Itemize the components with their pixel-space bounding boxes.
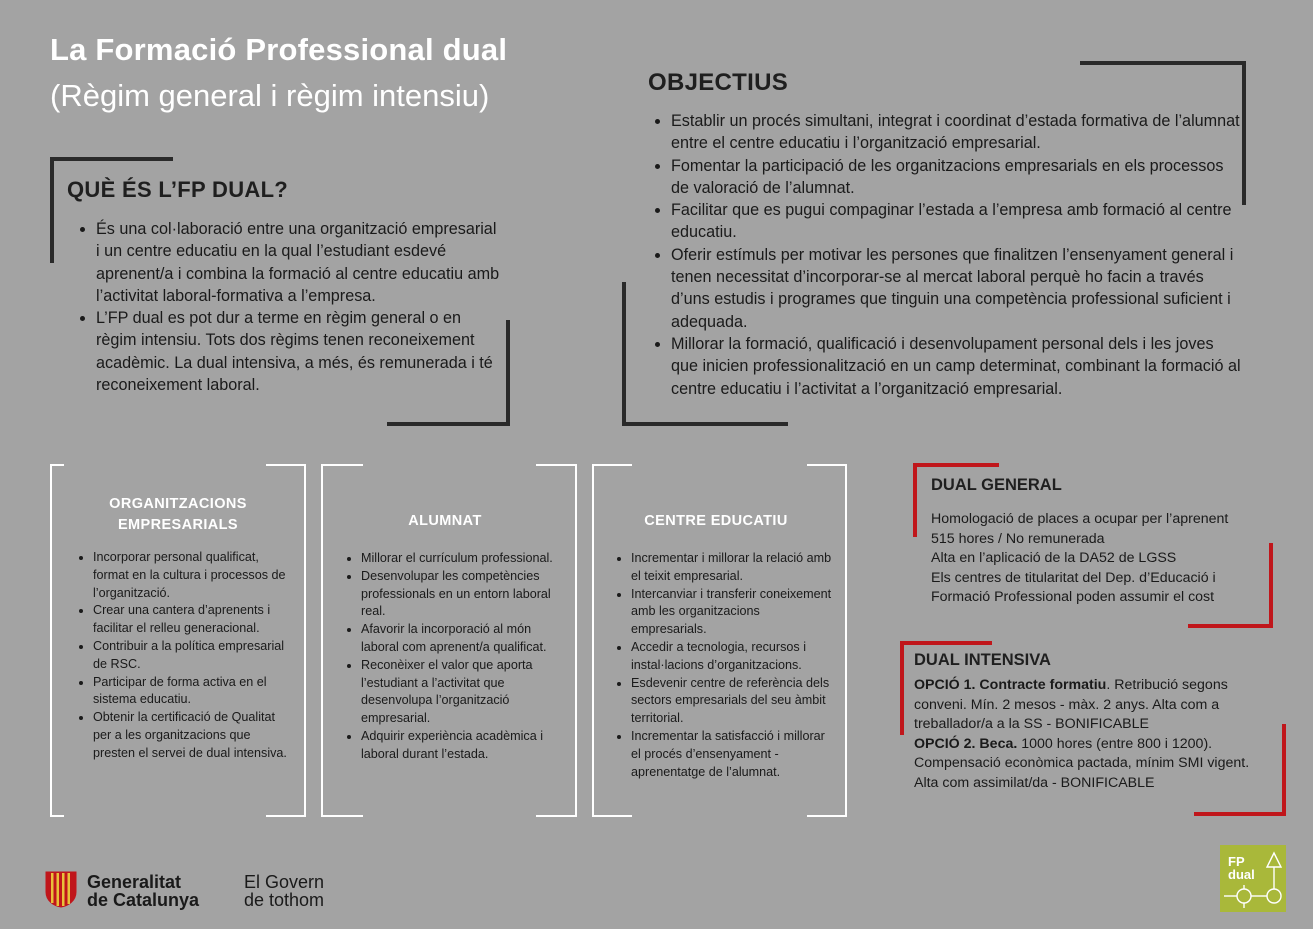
que-es-item: • És una col·laboració entre una organització empresarial i un centre educatiu en la qual l’estudiant esdevé aprenent/a i combina la formació al centre educatiu amb l’activitat laboral-formativa a l’empresa. — [96, 218, 500, 307]
govern-wordmark — [244, 873, 324, 909]
card2-bracket — [321, 464, 363, 466]
que-frame-right — [506, 320, 510, 426]
card3-bracket — [592, 464, 632, 466]
que-frame-bottom — [387, 422, 510, 426]
obj-frame-bottom — [622, 422, 788, 426]
card2-bracket — [575, 464, 577, 817]
card-alumnat-title: ALUMNAT — [408, 513, 482, 529]
card2-bracket — [321, 464, 323, 817]
dual-general-title: DUAL GENERAL — [931, 476, 1062, 494]
card1-bracket — [50, 464, 52, 817]
dual-intensiva-title: DUAL INTENSIVA — [914, 651, 1051, 669]
dual-general-text — [931, 510, 1228, 608]
card-alumnat-list — [341, 550, 563, 764]
dual-general-frame-bottom — [1188, 624, 1273, 628]
dual-intensiva-text — [914, 676, 1274, 793]
card3-bracket — [592, 815, 632, 817]
card3-bracket — [845, 464, 847, 817]
dual-general-line: 515 hores / No remunerada — [931, 530, 1105, 547]
card3-bracket — [807, 815, 847, 817]
objectius-list — [645, 110, 1245, 400]
card-list-item: • Crear una cantera d’aprenents i facilitar el relleu generacional. — [93, 602, 288, 638]
objectius-item: • Facilitar que es pugui compaginar l’estada a l’empresa amb formació al centre educatiu. — [671, 199, 1245, 244]
govern-line: El Govern — [244, 872, 325, 892]
fp-dual-emblem-icon — [1220, 845, 1286, 912]
card-list-item: • Reconèixer el valor que aporta l’estudiant a l’activitat que desenvolupa l’organització empresarial. — [361, 657, 563, 728]
option1-label: OPCIÓ 1. Contracte formatiu — [914, 677, 1107, 693]
gencat-wordmark — [87, 873, 199, 909]
page-subtitle: (Règim general i règim intensiu) — [50, 78, 490, 113]
gencat-line: Generalitat — [87, 872, 182, 892]
card-list-item: • Incrementar i millorar la relació amb el teixit empresarial. — [631, 550, 836, 586]
card3-bracket — [592, 464, 594, 817]
dual-intensiva-frame-bottom — [1194, 812, 1286, 816]
fp-logo-line: FP — [1228, 854, 1245, 869]
card-list-item: • Afavorir la incorporació al món laboral com aprenent/a qualificat. — [361, 621, 563, 657]
objectius-item: • Millorar la formació, qualificació i desenvolupament personal dels i les joves que inicien professionalització en un camp determinat, combinant la formació al centre educatiu i l’activitat a l’organització empresarial. — [671, 333, 1245, 400]
card-list-item: • Accedir a tecnologia, recursos i instal·lacions d’organitzacions. — [631, 639, 836, 675]
dual-general-line: Homologació de places a ocupar per l’aprenent — [931, 511, 1229, 527]
option2-label: OPCIÓ 2. Beca. — [914, 735, 1018, 752]
card-centre-title: CENTRE EDUCATIU — [644, 513, 788, 529]
govern-line: de tothom — [244, 890, 325, 910]
card-list-item: • Incorporar personal qualificat, format en la cultura i processos de l’organització. — [93, 549, 288, 602]
card-centre-list — [611, 550, 836, 781]
objectius-item: • Oferir estímuls per motivar les persones que finalitzen l’ensenyament general i tenen necessitat d’incorporar-se al mercat laboral perquè ho facin a través d’uns estudis i programes que tinguin una competència professional suficient i adequada. — [671, 244, 1245, 333]
que-es-title: QUÈ ÉS L’FP DUAL? — [67, 177, 289, 202]
que-es-list — [70, 218, 500, 396]
card-list-item: • Obtenir la certificació de Qualitat per a les organitzacions que presten el servei de dual intensiva. — [93, 709, 288, 762]
card-list-item: • Incrementar la satisfacció i millorar el procés d’ensenyament - aprenentatge de l’alumnat. — [631, 728, 836, 781]
card3-bracket — [807, 464, 847, 466]
page-title: La Formació Professional dual — [50, 32, 508, 67]
card2-bracket — [536, 464, 577, 466]
dual-general-frame-left — [913, 463, 917, 537]
card-list-item: • Esdevenir centre de referència dels sectors empresarials del seu àmbit territorial. — [631, 675, 836, 728]
card1-bracket — [50, 815, 64, 817]
card-list-item: • Intercanviar i transferir coneixement amb les organitzacions empresarials. — [631, 586, 836, 639]
objectius-item: • Establir un procés simultani, integrat i coordinat d’estada formativa de l’alumnat entre el centre educatiu i l’organització empresarial. — [671, 110, 1245, 155]
card1-bracket — [50, 464, 64, 466]
que-frame-top — [50, 157, 173, 161]
que-es-item: • L’FP dual es pot dur a terme en règim general o en règim intensiu. Tots dos règims tenen reconeixement acadèmic. La dual intensiva, a més, és remunerada i té reconeixement laboral. — [96, 307, 500, 396]
dual-general-frame-top — [913, 463, 999, 467]
gencat-logo-icon — [44, 870, 78, 913]
dual-intensiva-frame-left — [900, 641, 904, 735]
dual-general-line: Els centres de titularitat del Dep. d’Educació i — [931, 569, 1216, 586]
card-list-item: • Millorar el currículum professional. — [361, 550, 563, 568]
dual-intensiva-option2 — [914, 735, 1274, 794]
gencat-line: de Catalunya — [87, 890, 200, 910]
fp-dual-logo — [1220, 845, 1286, 912]
dual-intensiva-frame-right — [1282, 724, 1286, 816]
objectius-item: • Fomentar la participació de les organitzacions empresarials en els processos de valoració de l’alumnat. — [671, 155, 1245, 200]
dual-intensiva-option1 — [914, 676, 1274, 735]
option2-text: 1000 hores (entre 800 i 1200). Compensació econòmica pactada, mínim SMI vigent. Alta com assimilat/da - BONIFICABLE — [914, 735, 1250, 791]
card-organitzacions-title: ORGANITZACIONS EMPRESARIALS — [109, 496, 247, 533]
card2-bracket — [536, 815, 577, 817]
fp-logo-line: dual — [1228, 867, 1255, 882]
objectius-title: OBJECTIUS — [648, 69, 789, 96]
card-list-item: • Participar de forma activa en el sistema educatiu. — [93, 674, 288, 710]
option1-text: . Retribució segons conveni. Mín. 2 mesos - màx. 2 anys. Alta com a treballador/a a la SS - BONIFICABLE — [914, 677, 1228, 732]
dual-general-line: Formació Professional poden assumir el cost — [931, 589, 1215, 606]
dual-general-frame-right — [1269, 543, 1273, 628]
card-list-item: • Desenvolupar les competències professionals en un entorn laboral real. — [361, 568, 563, 621]
card2-bracket — [321, 815, 363, 817]
card-organitzacions-list — [73, 549, 288, 763]
obj-frame-top — [1080, 61, 1246, 65]
dual-intensiva-frame-top — [900, 641, 992, 645]
dual-general-line: Alta en l’aplicació de la DA52 de LGSS — [931, 550, 1177, 567]
obj-frame-left — [622, 282, 626, 426]
card1-bracket — [266, 464, 306, 466]
card1-bracket — [304, 464, 306, 817]
card1-bracket — [266, 815, 306, 817]
que-frame-left — [50, 157, 54, 263]
card-list-item: • Adquirir experiència acadèmica i laboral durant l’estada. — [361, 728, 563, 764]
card-list-item: • Contribuir a la política empresarial de RSC. — [93, 638, 288, 674]
